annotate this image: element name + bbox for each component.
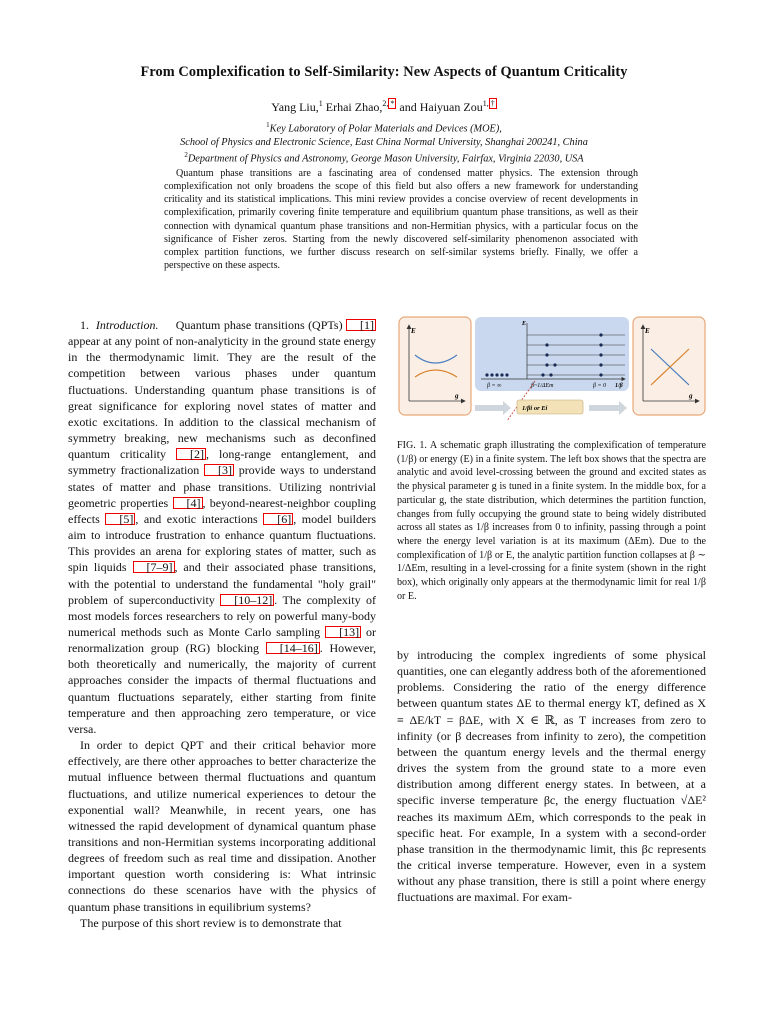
intro-paragraph-1: [68, 317, 376, 737]
figure-1-schematic: [397, 313, 707, 421]
author-3: and Haiyuan Zou: [399, 100, 483, 114]
citation-link[interactable]: [4]: [173, 497, 203, 509]
abstract: Quantum phase transitions are a fascinating area of condensed matter physics. The extension through complexification not only broadens the scope of this field but also offers a new framework for understanding criticality and its statistical implications. This mini review provides a concise overview of recent developments in complexification, primarily covering finite temperature and equilibrium quantum phase transitions, as well as their connection with dynamical quantum phase transitions and non-Hermitian physics, with a particular focus on the significance of Fisher zeros. Starting from the newly discovered self-similarity phenomenon associated with complex partition functions, we further discuss research on self-similar systems briefly. Finally, we offer a perspective on these aspects.: [164, 168, 638, 272]
intro-text: appear at any point of non-analyticity in the ground state energy in the thermodynamic limit. They are the result of the competition between various phases under quantum fluctuations. Understanding quantum phase transitions is of great significance for exploring novel states of matter and exotic excitations. In addition to the classical mechanism of symmetry breaking, new mechanisms such as deconfined quantum criticality: [68, 334, 376, 462]
affil-1-line-2: School of Physics and Electronic Science, East China Normal University, Shanghai 200241, China: [180, 136, 588, 148]
intro-text: Quantum phase transitions (QPTs): [175, 318, 343, 332]
intro-text: , and their associated phase transitions, with the potential to understand the fundamental "holy grail" problem of superconductivity: [68, 560, 377, 607]
right-column-text: [397, 647, 706, 906]
beta-dem-label: β~1/ΔEm: [531, 383, 554, 389]
intro-text: , and exotic interactions: [135, 511, 258, 526]
intro-text: . The complexity of most models forces researchers to rely on powerful many-body numerical methods such as Monte Carlo sampling: [68, 592, 377, 639]
intro-paragraph-2: In order to depict QPT and their critical behavior more effectively, are there other approaches to better characterize the mutual influence between thermal fluctuations and quantum fluctuations, and utilize numerical experiences to detour the exponential wall? Meanwhile, in recent years, one has witnessed the rapid development of dynamical quantum phase transitions and non-Hermitian systems incorporating additional degrees of freedom such as real time and dissipation. Another important question worth considering is: What intrinsic connections do these scenarios have with the physics of quantum phase transitions in equilibrium systems?: [68, 738, 376, 914]
author-2-footnote-link[interactable]: *: [390, 99, 395, 108]
affil-2-marker: 2: [184, 150, 188, 159]
citation-link[interactable]: [10–12]: [220, 594, 274, 606]
section-number: 1.: [80, 318, 89, 332]
left-column: [68, 317, 376, 931]
citation-link[interactable]: [6]: [263, 513, 293, 525]
author-list: [0, 98, 768, 115]
affil-2-line: Department of Physics and Astronomy, George Mason University, Fairfax, Virginia 22030, USA: [187, 153, 584, 165]
author-3-affil: 1,: [482, 99, 489, 108]
citation-link[interactable]: [1]: [346, 319, 376, 331]
middle-e-label: E: [522, 321, 527, 327]
affiliations: [0, 119, 768, 165]
right-arrow: [589, 401, 627, 415]
citation-link[interactable]: [7–9]: [133, 561, 175, 573]
intro-text: , beyond-nearest-neighbor coupling effects: [68, 495, 377, 526]
affil-1-marker: 1: [266, 121, 270, 129]
citation-link[interactable]: [3]: [204, 464, 234, 476]
figure-1-caption: FIG. 1. A schematic graph illustrating the complexification of temperature (1/β) or energy (E) in a finite system. The left box shows that the spectra are analytic and avoid level-crossing between the ground and excited states as the physical parameter g is tuned in a finite system. In the middle box, for a particular g, the state distribution, which determines the partition function, changes from fully occupying the ground state to being widely distributed across all states as 1/β increases from 0 to infinity, passing through a point where the energy level variation is at its maximum (ΔEm). Due to the complexification of 1/β or E, the analytic partition function collapses at β ∼ 1/ΔEm, resulting in a level-crossing for a finite system (shown in the right box), which originally only appears at the thermodynamic limit for real 1/β or E.: [397, 440, 706, 602]
left-e-label: E: [411, 327, 416, 335]
right-paragraph: by introducing the complex ingredients of some physical quantities, one can elegantly address both of the aforementioned problems. Considering the ratio of the energy difference between quantum states ΔE to thermal energy kT, defined as X ≡ ΔE/kT = βΔE, with X ∈ ℝ, as T increases from zero to infinity (or β decreases from infinity to zero), the competition between the quantum energy levels and the thermal energy drives the system from the ground state to a more even distribution among different energy states. In between, at a specific inverse temperature βc, the energy fluctuation √ΔE² reaches its maximum ΔEm, which corresponds to the peak in specific heat. For example, In a system with a second-order phase transition in the thermodynamic limit, this βc represents the critical inverse temperature. However, even in a system without any phase transition, there is still a point where energy fluctuations are maximal. For exam-: [397, 648, 706, 905]
intro-paragraph-3: The purpose of this short review is to demonstrate that: [80, 915, 342, 930]
middle-panel: [475, 317, 629, 391]
paper-title: From Complexification to Self-Similarity: New Aspects of Quantum Criticality: [140, 64, 628, 80]
intro-text: or renormalization group (RG) blocking: [68, 624, 376, 656]
author-3-footnote-link[interactable]: †: [490, 99, 495, 108]
author-2-affil: 2,: [382, 99, 389, 108]
left-arrow: [475, 401, 511, 415]
author-1-affil: 1: [318, 99, 323, 108]
affil-1-line-1: Key Laboratory of Polar Materials and Devices (MOE),: [269, 123, 502, 135]
right-g-label: g: [689, 392, 693, 400]
author-1: Yang Liu,: [271, 100, 319, 114]
beta-inf-label: β = ∞: [487, 383, 502, 389]
right-e-label: E: [645, 327, 650, 335]
citation-link[interactable]: [13]: [325, 626, 361, 638]
left-panel: [399, 317, 471, 415]
left-g-label: g: [455, 392, 459, 400]
citation-link[interactable]: [2]: [176, 448, 206, 460]
intro-text: . However, both theoretically and numerically, the majority of current approaches consider the impacts of thermal fluctuations and quantum fluctuations separately, either starting from finite temperature and then approaching zero temperature, or vice versa.: [68, 641, 377, 736]
intro-text: , long-range entanglement, and symmetry fractionalization: [68, 447, 376, 478]
author-2: Erhai Zhao,: [325, 100, 383, 114]
figure-1: [397, 313, 707, 421]
section-heading: Introduction.: [95, 318, 159, 332]
citation-link[interactable]: [5]: [105, 513, 135, 525]
citation-link[interactable]: [14–16]: [266, 642, 320, 654]
beta-zero-label: β = 0: [593, 383, 607, 389]
intro-text: , model builders aim to introduce frustration to enhance quantum fluctuations. This provides an arena for exploring states of matter, such as spin liquids: [68, 511, 376, 575]
intro-text: provide ways to understand states of matter and phase transitions. Utilizing nontrivial geometric properties: [68, 463, 377, 510]
inv-beta-label: 1/β: [615, 383, 623, 389]
complex-box-label: 1/βi or Ei: [522, 405, 548, 412]
